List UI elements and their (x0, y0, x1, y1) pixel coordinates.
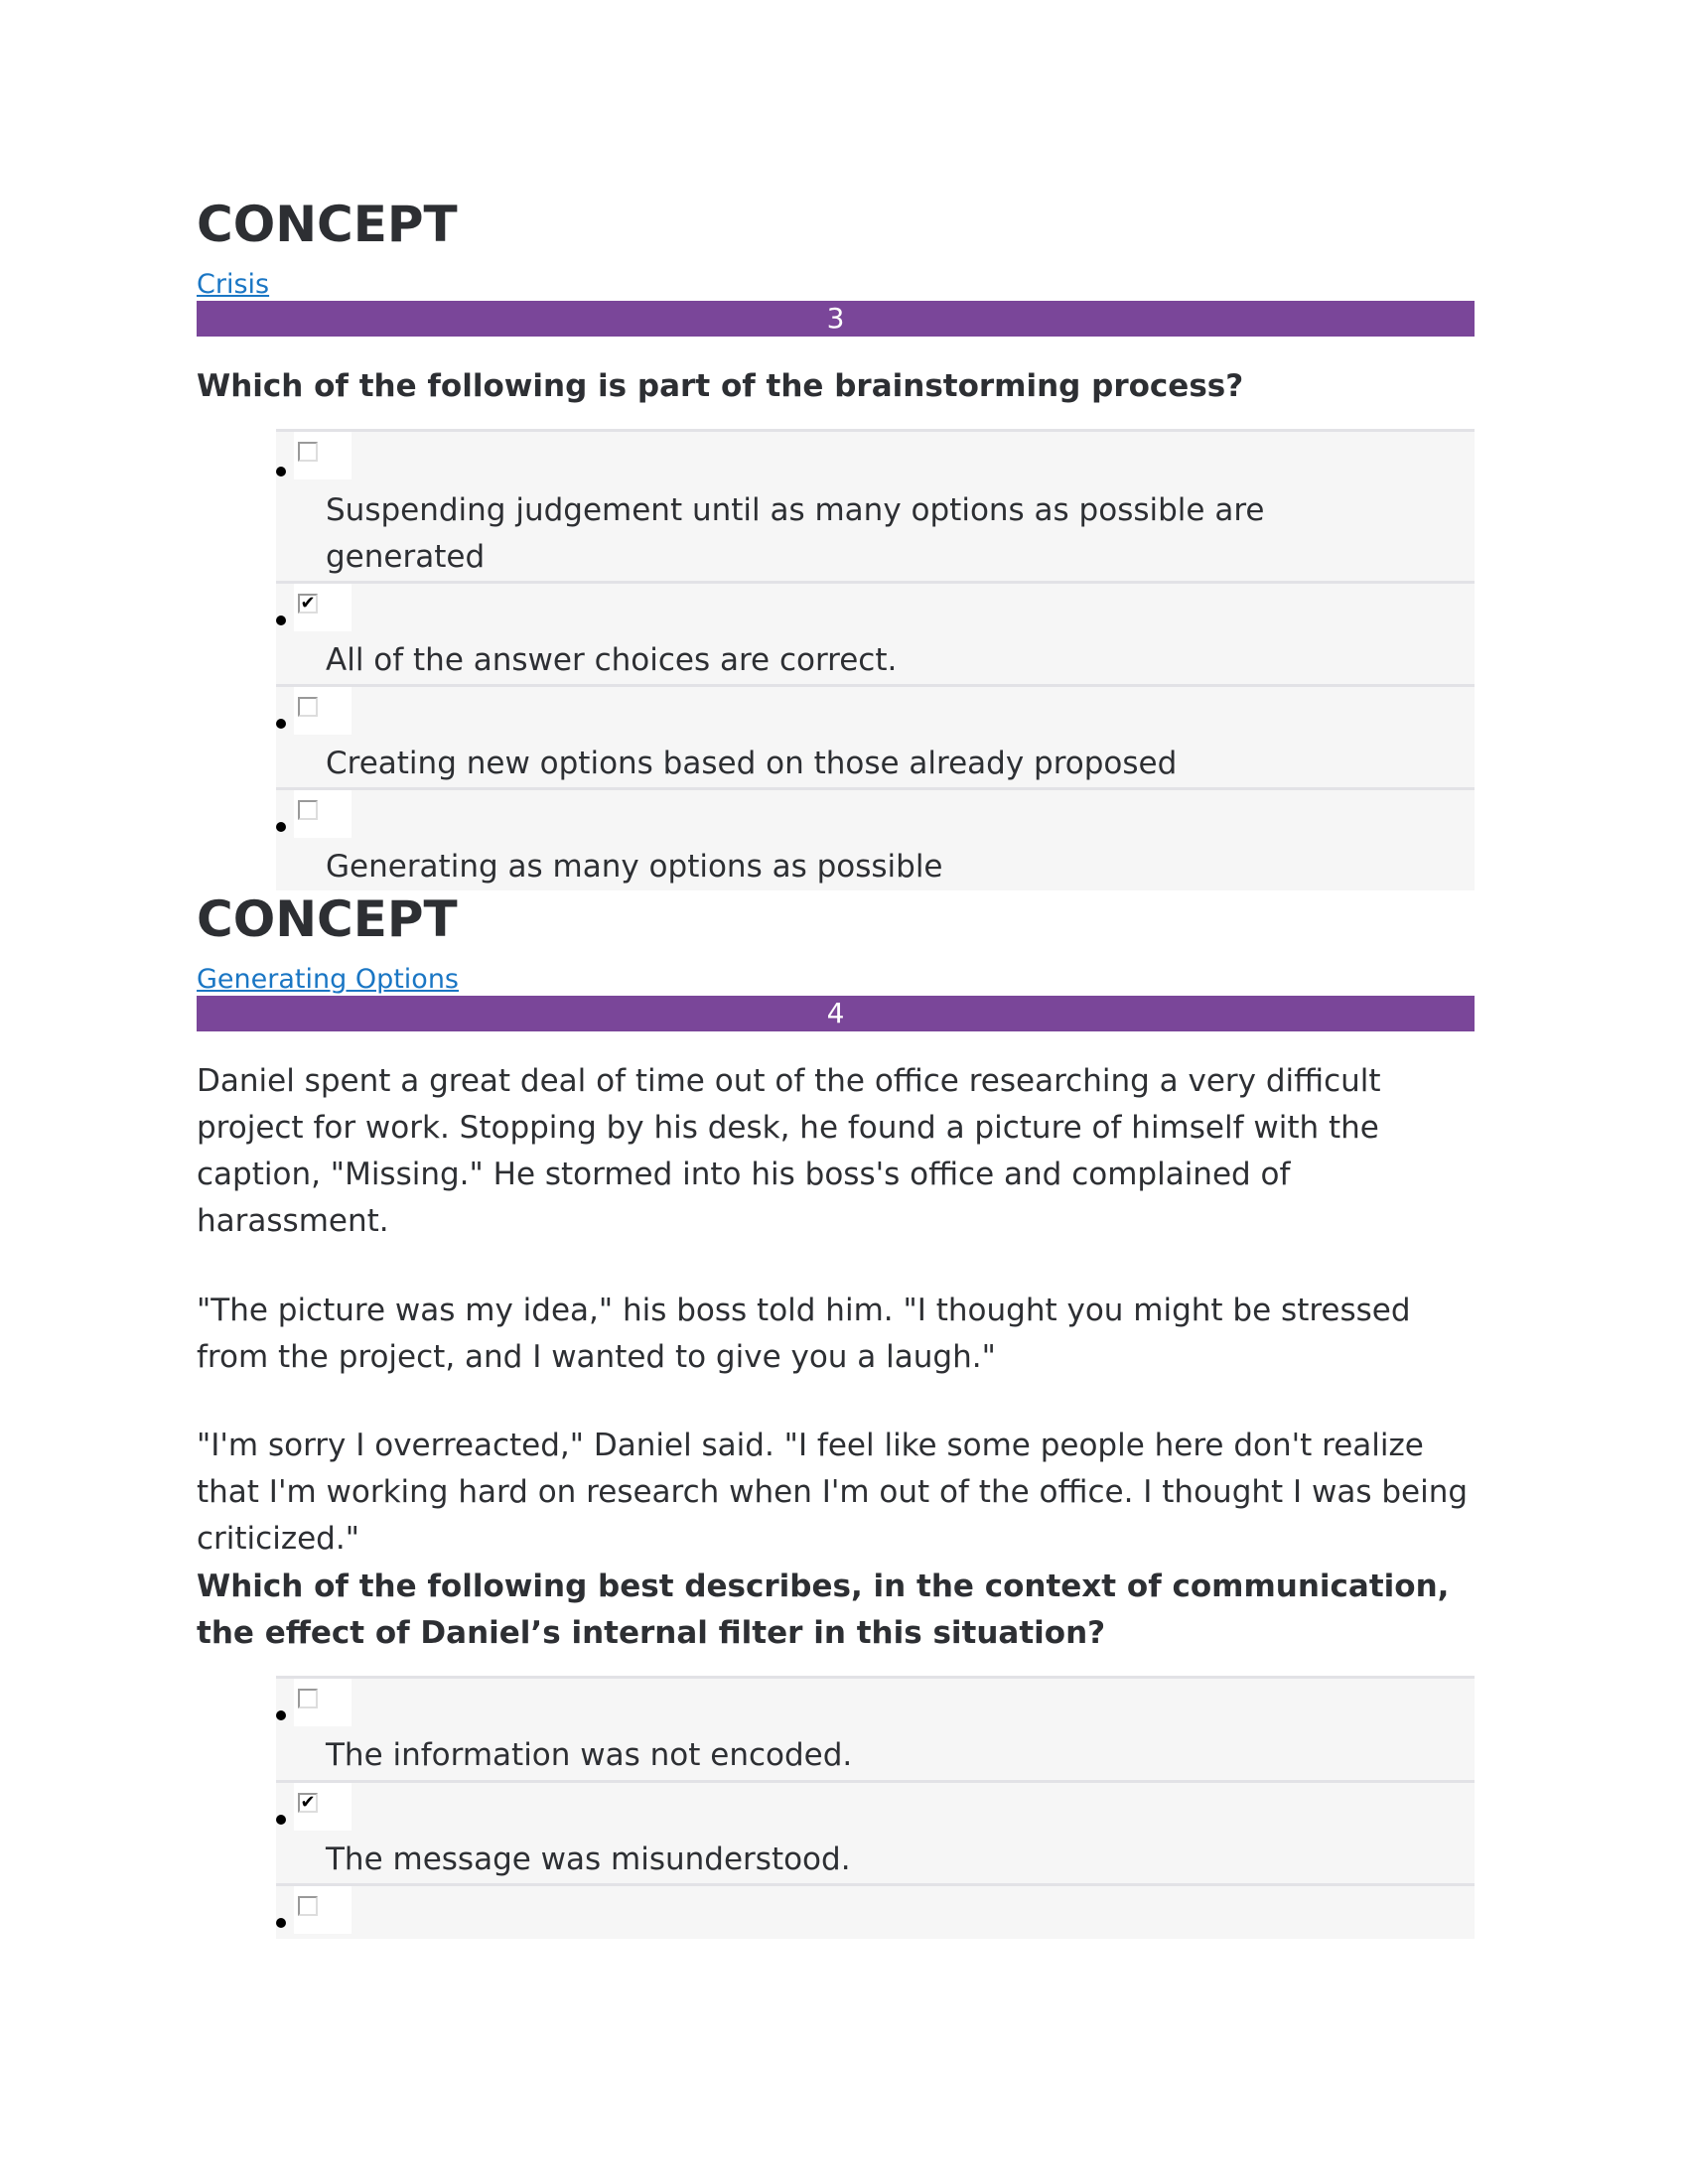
checkbox-unchecked[interactable] (298, 800, 318, 820)
concept-heading: CONCEPT (197, 890, 458, 948)
checkbox-container (294, 1886, 352, 1934)
checkbox-container (294, 1783, 352, 1831)
question-text: Which of the following is part of the brainstorming process? (197, 368, 1244, 404)
answer-options-list (276, 1676, 1475, 1939)
checkbox-container (294, 790, 352, 838)
passage-paragraph: "The picture was my idea," his boss told him. "I thought you might be stressed from the project, and I wanted to give you a laugh." (197, 1293, 1411, 1375)
checkbox-container (294, 584, 352, 631)
concept-link-generating-options[interactable]: Generating Options (197, 964, 460, 995)
checkbox-container (294, 1679, 352, 1726)
checkbox-unchecked[interactable] (298, 697, 318, 717)
bullet-icon (276, 467, 286, 477)
answer-option[interactable] (276, 787, 1475, 890)
checkbox-container (294, 687, 352, 735)
answer-option[interactable] (276, 429, 1475, 581)
answer-option[interactable] (276, 1676, 1475, 1780)
checkbox-checked[interactable]: ✔ (298, 1793, 318, 1813)
bullet-icon (276, 1918, 286, 1928)
question-text: Which of the following best describes, in the context of communication, the effect of Daniel’s internal filter in this situation? (197, 1569, 1450, 1651)
answer-option[interactable] (276, 581, 1475, 684)
answer-option-text: Creating new options based on those already proposed (326, 741, 1177, 787)
answer-option[interactable] (276, 1883, 1475, 1939)
answer-options-list (276, 429, 1475, 890)
bullet-icon (276, 1815, 286, 1825)
checkbox-unchecked[interactable] (298, 1689, 318, 1708)
answer-option-text: Suspending judgement until as many options as possible are generated (326, 487, 1418, 581)
checkbox-unchecked[interactable] (298, 442, 318, 462)
bullet-icon (276, 822, 286, 832)
passage-paragraph: Daniel spent a great deal of time out of the office researching a very difficult project for work. Stopping by his desk, he found a picture of himself with the caption, "Missing." He stormed into his boss's office and complained of harassment. (197, 1063, 1381, 1239)
bullet-icon (276, 719, 286, 729)
concept-link-crisis[interactable]: Crisis (197, 269, 270, 300)
answer-option-text: The information was not encoded. (326, 1732, 852, 1779)
checkbox-container (294, 432, 352, 479)
checkbox-checked[interactable]: ✔ (298, 594, 318, 614)
question-number-bar: 3 (197, 301, 1475, 337)
passage-paragraph: "I'm sorry I overreacted," Daniel said. "I feel like some people here don't realize that I'm working hard on research when I'm out of the office. I thought I was being criticized." (197, 1428, 1469, 1557)
answer-option-text: Generating as many options as possible (326, 844, 943, 890)
question-number-bar: 4 (197, 996, 1475, 1031)
bullet-icon (276, 1710, 286, 1720)
answer-option[interactable] (276, 1780, 1475, 1883)
checkbox-unchecked[interactable] (298, 1896, 318, 1916)
concept-heading: CONCEPT (197, 196, 458, 253)
answer-option-text: The message was misunderstood. (326, 1837, 851, 1883)
answer-option[interactable] (276, 684, 1475, 787)
bullet-icon (276, 615, 286, 625)
answer-option-text: All of the answer choices are correct. (326, 637, 897, 684)
